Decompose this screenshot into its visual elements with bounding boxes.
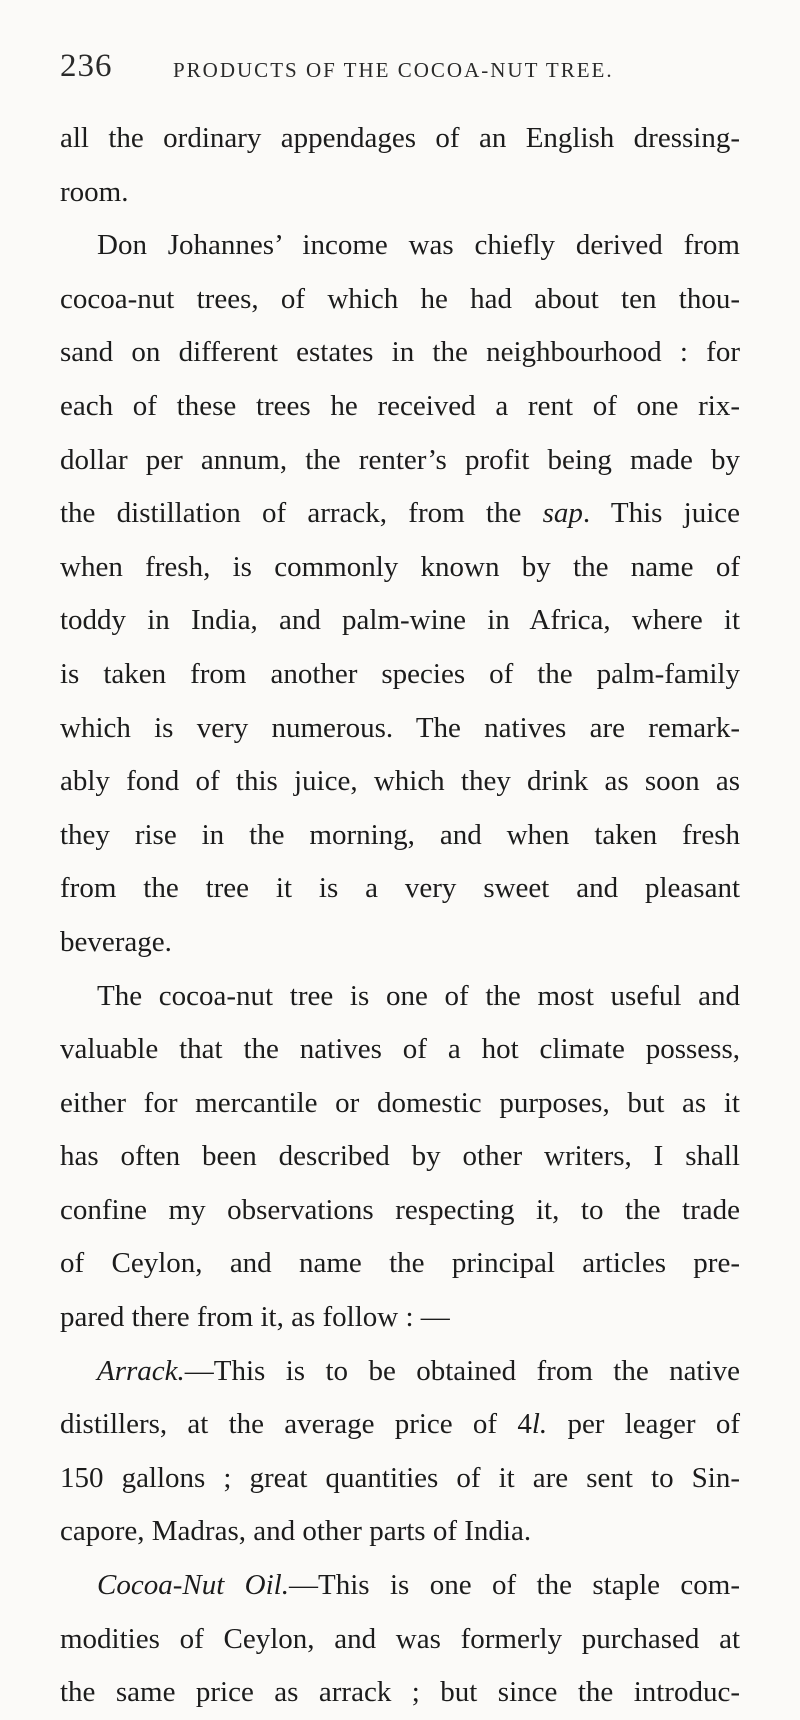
body-text (60, 112, 740, 1720)
text-line: beverage. (60, 925, 172, 958)
text-line: The cocoa-nut tree is one of the most useful and (97, 979, 740, 1012)
text-line: toddy in India, and palm-wine in Africa, where it (60, 604, 740, 637)
text-line: Don Johannes’ income was chiefly derived from (97, 229, 740, 262)
text-line: all the ordinary appendages of an English dressing- (60, 122, 740, 154)
text-line: they rise in the morning, and when taken fresh (60, 818, 740, 851)
text-line: ably fond of this juice, which they drink as soon as (60, 765, 740, 798)
text-line: confine my observations respecting it, to the trade (60, 1193, 740, 1226)
text-line: each of these trees he received a rent of one rix- (60, 389, 740, 422)
text-line: the distillation of arrack, from the sap. This juice (60, 497, 741, 530)
text-line: sand on different estates in the neighbourhood : for (60, 336, 740, 369)
text-line: dollar per annum, the renter’s profit being made by (60, 443, 740, 476)
text-line: is taken from another species of the palm-family (60, 657, 740, 690)
text-line: when fresh, is commonly known by the name of (60, 550, 740, 583)
text-line: 150 gallons ; great quantities of it are sent to Sin- (60, 1461, 740, 1494)
running-head (60, 48, 740, 98)
text-line: either for mercantile or domestic purposes, but as it (60, 1086, 740, 1119)
text-line: has often been described by other writers, I shall (60, 1140, 740, 1173)
italic-heading: Cocoa-Nut Oil. (97, 1569, 289, 1602)
text-line: room. (60, 175, 129, 208)
text-line: from the tree it is a very sweet and pleasant (60, 872, 740, 905)
page-number: 236 (60, 48, 113, 84)
text-line: pared there from it, as follow : — (60, 1301, 450, 1334)
italic-abbrev: l. (531, 1408, 548, 1441)
text-line: of Ceylon, and name the principal articles pre- (60, 1247, 740, 1280)
text-line: Cocoa-Nut Oil.—This is one of the staple com- (97, 1569, 740, 1602)
text-line: the same price as arrack ; but since the introduc- (60, 1676, 740, 1709)
text-line: distillers, at the average price of 4l. per leager of (60, 1408, 740, 1441)
text-line: Arrack.—This is to be obtained from the native (97, 1354, 740, 1387)
italic-word: sap (542, 497, 583, 530)
text-line: cocoa-nut trees, of which he had about ten thou- (60, 282, 740, 315)
italic-heading: Arrack. (97, 1354, 185, 1387)
text-line: valuable that the natives of a hot climate possess, (60, 1033, 740, 1066)
running-title: PRODUCTS OF THE COCOA-NUT TREE. (173, 58, 614, 82)
text-line: modities of Ceylon, and was formerly purchased at (60, 1622, 740, 1655)
text-line: capore, Madras, and other parts of India. (60, 1515, 532, 1548)
text-line: which is very numerous. The natives are remark- (60, 711, 740, 744)
